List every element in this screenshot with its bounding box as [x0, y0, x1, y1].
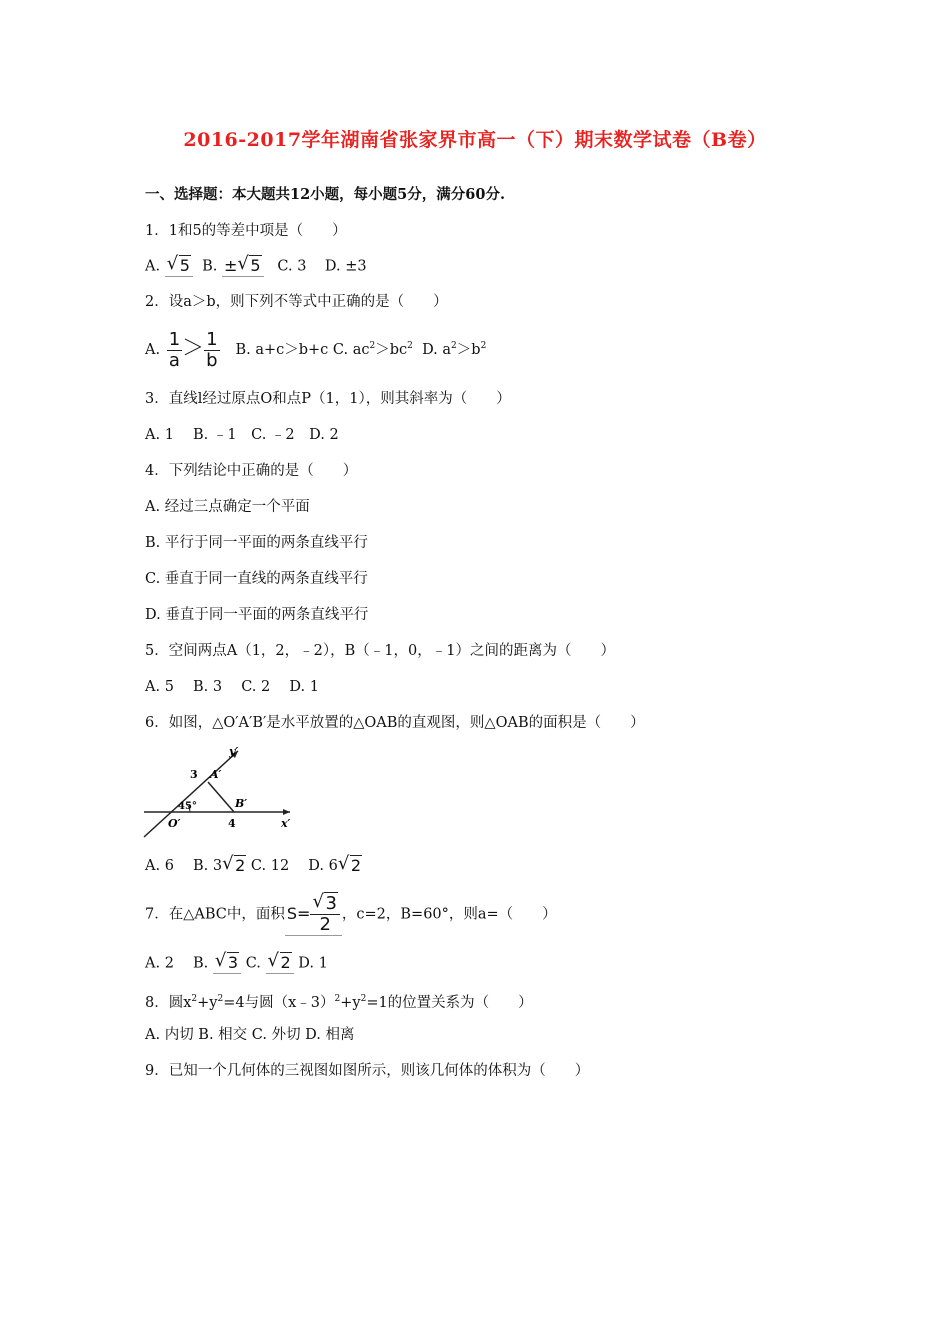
option-b: B. a+c＞b+c: [235, 341, 329, 358]
question-5-options: A. 5 B. 3 C. 2 D. 1: [145, 679, 319, 695]
question-4-option-a: A. 经过三点确定一个平面: [145, 499, 310, 515]
option-d: D. ±3: [324, 258, 367, 275]
question-3: 3．直线l经过原点O和点P（1，1），则其斜率为（ ）: [145, 391, 511, 407]
question-5: 5．空间两点A（1，2，﹣2），B（﹣1，0，﹣1）之间的距离为（ ）: [145, 643, 615, 659]
question-6-options: A. 6 B. 3√ 2 C. 12 D. 6√ 2: [145, 856, 362, 876]
question-8: 8．圆$x^2+y^2=4$与圆$(x﹣3)^2+y^2=1$的位置关系为（ ）: [145, 994, 533, 1011]
y-axis-label: y′: [229, 745, 239, 758]
question-1: 1．1和5的等差中项是（ ）: [145, 223, 347, 239]
question-7: 7．在△ABC中，面积 S= √ $\frac{3}{2}$ ，c=2，B=60°，则a=（ ）: [145, 893, 557, 936]
point-a-label: A′: [210, 768, 222, 781]
question-4: 4．下列结论中正确的是（ ）: [145, 463, 358, 479]
question-9: 9．已知一个几何体的三视图如图所示，则该几何体的体积为（ ）: [145, 1063, 590, 1079]
question-2: 2．设a＞b，则下列不等式中正确的是（ ）: [145, 294, 448, 310]
angle-label: 45°: [178, 801, 197, 812]
question-1-options: [145, 256, 367, 277]
question-3-options: A. 1 B. ﹣1 C. ﹣2 D. 2: [145, 427, 339, 443]
area-formula: S= √ $\frac{3}{2}$: [285, 893, 342, 936]
section-heading: 一、选择题：本大题共12小题，每小题5分，满分60分.: [145, 186, 505, 203]
option-a-formula: $\frac{1}{a}$ ＞ $\frac{1}{b}$: [168, 329, 218, 372]
question-2-options: [145, 325, 486, 371]
option-b-formula: ±√ 5: [222, 256, 264, 277]
question-6: 6．如图，△O′A′B′是水平放置的△OAB的直观图，则△OAB的面积是（ ）: [145, 715, 645, 731]
option-a-label: A.: [145, 258, 161, 275]
point-b-label: B′: [235, 797, 248, 810]
oblique-projection-figure: [142, 745, 292, 840]
option-b-formula: √ 3: [213, 953, 241, 974]
question-4-option-c: C. 垂直于同一直线的两条直线平行: [145, 571, 368, 587]
option-a-formula: √ 5: [165, 256, 193, 277]
length-3-label: 3: [190, 768, 198, 781]
option-c: C. $ac^2>bc^2$: [332, 341, 413, 358]
question-4-option-b: B. 平行于同一平面的两条直线平行: [145, 535, 368, 551]
question-7-options: A. 2 B. √ 3 C. √ 2 D. 1: [145, 953, 328, 974]
option-d-formula: √ 2: [338, 856, 362, 876]
option-a-label: A.: [145, 341, 161, 358]
question-8-options: A. 内切 B. 相交 C. 外切 D. 相离: [145, 1027, 355, 1043]
x-axis-label: x′: [281, 817, 291, 830]
option-b-label: B.: [202, 258, 218, 275]
option-c-formula: √ 2: [266, 953, 294, 974]
origin-label: O′: [168, 817, 181, 830]
length-4-label: 4: [228, 817, 236, 830]
option-b-formula: √ 2: [222, 856, 246, 876]
option-c: C. 3: [277, 258, 307, 275]
option-d: D. $a^2>b^2$: [422, 341, 487, 358]
question-4-option-d: D. 垂直于同一平面的两条直线平行: [145, 607, 369, 623]
page-title: 2016-2017学年湖南省张家界市高一（下）期末数学试卷（B卷）: [183, 129, 767, 151]
